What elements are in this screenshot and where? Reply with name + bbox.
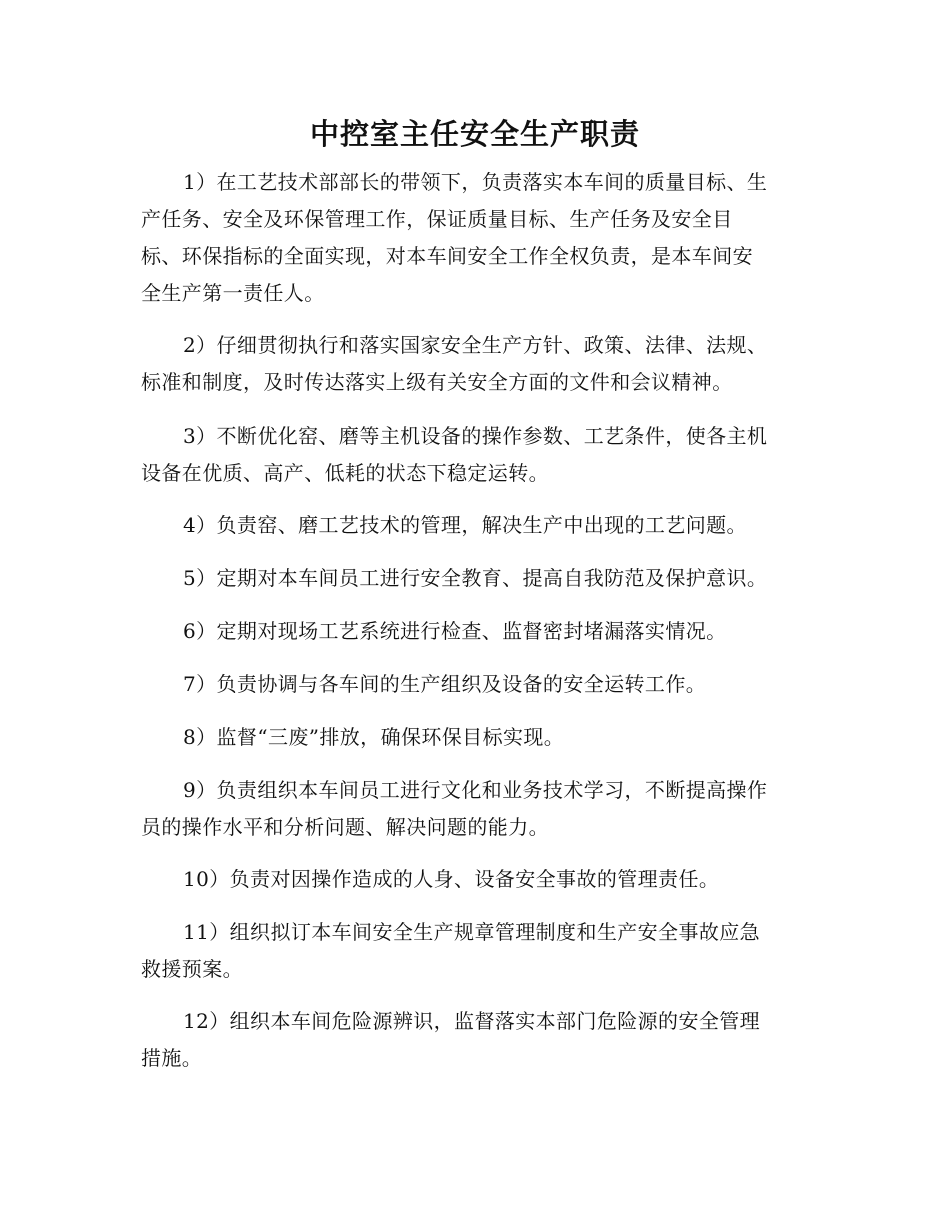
duty-item-3: 3）不断优化窑、磨等主机设备的操作参数、工艺条件，使各主机 设备在优质、高产、低耗的状态下稳定运转。 [141,424,768,485]
duty-item-10: 10）负责对因操作造成的人身、设备安全事故的管理责任。 [183,867,720,891]
duty-item-12: 12）组织本车间危险源辨识，监督落实本部门危险源的安全管理 措施。 [141,1009,761,1070]
duty-item-5: 5）定期对本车间员工进行安全教育、提高自我防范及保护意识。 [183,566,768,590]
duty-item-2: 2）仔细贯彻执行和落实国家安全生产方针、政策、法律、法规、 标准和制度，及时传达落实上级有关安全方面的文件和会议精神。 [141,333,768,394]
duty-item-11: 11）组织拟订本车间安全生产规章管理制度和生产安全事故应急 救援预案。 [141,920,761,981]
duty-item-6: 6）定期对现场工艺系统进行检查、监督密封堵漏落实情况。 [183,619,727,643]
duty-item-4: 4）负责窑、磨工艺技术的管理，解决生产中出现的工艺问题。 [183,513,747,537]
duty-item-7: 7）负责协调与各车间的生产组织及设备的安全运转工作。 [183,672,707,696]
duty-item-9: 9）负责组织本车间员工进行文化和业务技术学习，不断提高操作 员的操作水平和分析问题、解决问题的能力。 [141,778,768,839]
page-title: 中控室主任安全生产职责 [309,117,640,151]
duty-item-8: 8）监督“三废”排放，确保环保目标实现。 [183,725,565,749]
duty-item-1: 1）在工艺技术部部长的带领下，负责落实本车间的质量目标、生 产任务、安全及环保管理工作，保证质量目标、生产任务及安全目 标、环保指标的全面实现，对本车间安全工作全权负责，是本车间安 全生产第一责任人。 [141,170,768,305]
